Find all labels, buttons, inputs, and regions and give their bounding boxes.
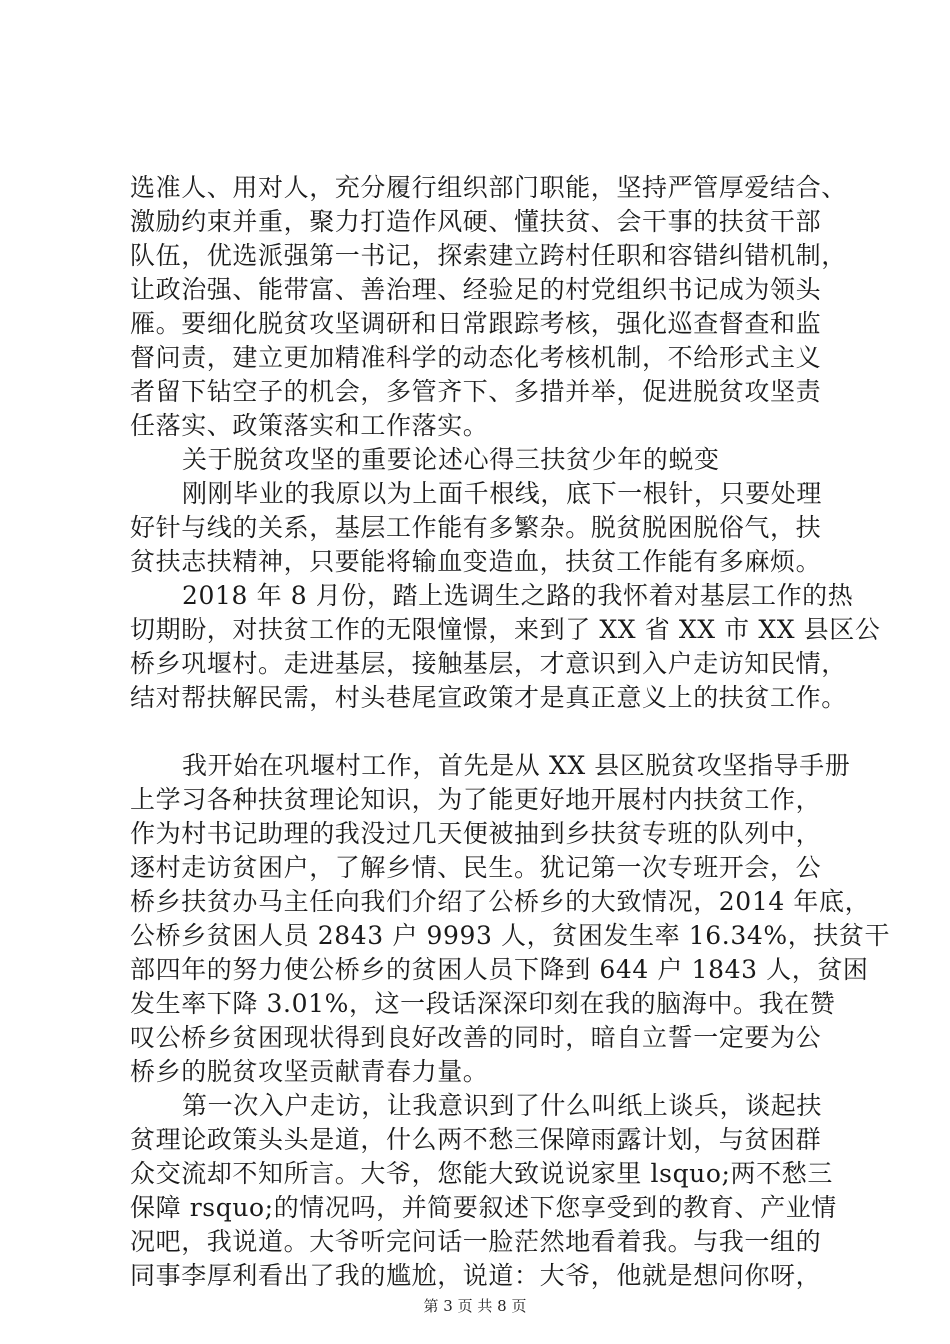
- text-line: 雁。要细化脱贫攻坚调研和日常跟踪考核，强化巡查督查和监: [130, 309, 822, 338]
- text-line: 选准人、用对人，充分履行组织部门职能，坚持严管厚爱结合、: [130, 173, 847, 202]
- text-line: 队伍，优选派强第一书记，探索建立跨村任职和容错纠错机制，: [130, 241, 847, 270]
- text-line: 2018 年 8 月份，踏上选调生之路的我怀着对基层工作的热: [182, 581, 854, 610]
- text-line: 作为村书记助理的我没过几天便被抽到乡扶贫专班的队列中，: [130, 819, 822, 848]
- text-line: 叹公桥乡贫困现状得到良好改善的同时，暗自立誓一定要为公: [130, 1023, 822, 1052]
- text-line: 部四年的努力使公桥乡的贫困人员下降到 644 户 1843 人，贫困: [130, 955, 869, 984]
- text-line: 桥乡扶贫办马主任向我们介绍了公桥乡的大致情况，2014 年底，: [130, 887, 871, 916]
- text-line: 同事李厚利看出了我的尴尬，说道：大爷，他就是想问你呀，: [130, 1261, 822, 1290]
- section-heading: 关于脱贫攻坚的重要论述心得三扶贫少年的蜕变: [182, 445, 720, 474]
- text-line: 好针与线的关系，基层工作能有多繁杂。脱贫脱困脱俗气，扶: [130, 513, 822, 542]
- text-line: 上学习各种扶贫理论知识，为了能更好地开展村内扶贫工作，: [130, 785, 822, 814]
- text-line: 公桥乡贫困人员 2843 户 9993 人，贫困发生率 16.34%，扶贫干: [130, 921, 891, 950]
- text-line: 发生率下降 3.01%，这一段话深深印刻在我的脑海中。我在赞: [130, 989, 836, 1018]
- text-line: 众交流却不知所言。大爷，您能大致说说家里 lsquo;两不愁三: [130, 1159, 833, 1188]
- text-line: 况吧，我说道。大爷听完问话一脸茫然地看着我。与我一组的: [130, 1227, 822, 1256]
- text-line: 切期盼，对扶贫工作的无限憧憬，来到了 XX 省 XX 市 XX 县区公: [130, 615, 881, 644]
- text-line: 激励约束并重，聚力打造作风硬、懂扶贫、会干事的扶贫干部: [130, 207, 822, 236]
- text-line: 刚刚毕业的我原以为上面千根线，底下一根针，只要处理: [182, 479, 823, 508]
- text-line: 桥乡的脱贫攻坚贡献青春力量。: [130, 1057, 489, 1086]
- text-line: 保障 rsquo;的情况吗，并简要叙述下您享受到的教育、产业情: [130, 1193, 837, 1222]
- text-line: 任落实、政策落实和工作落实。: [130, 411, 489, 440]
- text-line: 督问责，建立更加精准科学的动态化考核机制，不给形式主义: [130, 343, 822, 372]
- text-line: 逐村走访贫困户，了解乡情、民生。犹记第一次专班开会，公: [130, 853, 822, 882]
- text-line: 贫理论政策头头是道，什么两不愁三保障雨露计划，与贫困群: [130, 1125, 822, 1154]
- page-number-footer: 第 3 页 共 8 页: [423, 1297, 527, 1315]
- text-line: 结对帮扶解民需，村头巷尾宣政策才是真正意义上的扶贫工作。: [130, 683, 847, 712]
- text-line: 贫扶志扶精神，只要能将输血变造血，扶贫工作能有多麻烦。: [130, 547, 822, 576]
- text-line: 者留下钻空子的机会，多管齐下、多措并举，促进脱贫攻坚责: [130, 377, 822, 406]
- text-line: 桥乡巩堰村。走进基层，接触基层，才意识到入户走访知民情，: [130, 649, 847, 678]
- text-line: 让政治强、能带富、善治理、经验足的村党组织书记成为领头: [130, 275, 822, 304]
- text-line: 我开始在巩堰村工作，首先是从 XX 县区脱贫攻坚指导手册: [182, 751, 851, 780]
- text-line: 第一次入户走访，让我意识到了什么叫纸上谈兵，谈起扶: [182, 1091, 823, 1120]
